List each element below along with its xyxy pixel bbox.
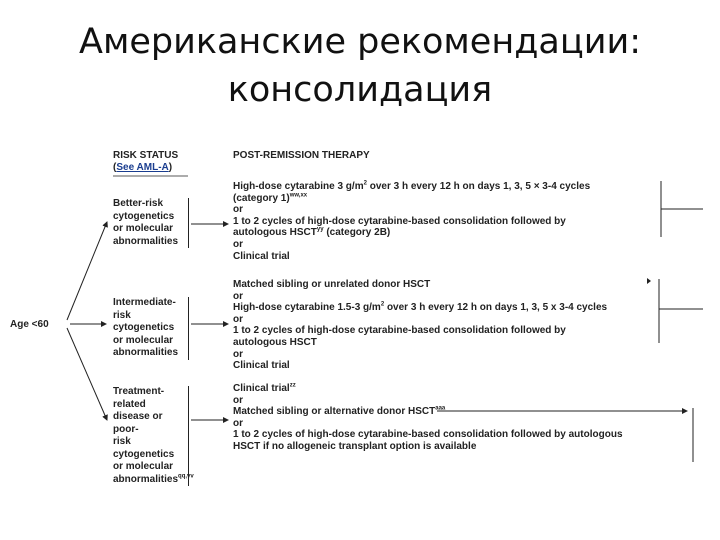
therapy-line [233, 429, 623, 441]
risk-line: Intermediate-risk [113, 297, 176, 321]
see-aml-a-note [113, 162, 172, 173]
therapy-line [233, 314, 607, 326]
therapy-text: or [233, 348, 243, 360]
footnote-ref: 2 [380, 301, 385, 308]
risk-line: abnormalities [113, 347, 179, 358]
arrow-to-better-risk [67, 222, 107, 320]
right-arrowhead-2 [647, 278, 651, 284]
footnote-ref: yy [316, 227, 324, 234]
therapy-text: High-dose cytarabine 1.5-3 g/m [233, 302, 381, 314]
therapy-text: over 3 h every 12 h on days 1, 3, 5 × 3-4 cycles [366, 181, 591, 192]
therapy-text: or [233, 204, 243, 216]
therapy-line [233, 383, 623, 395]
therapy-text: Matched sibling or unrelated donor HSCT [233, 279, 431, 290]
therapy-text: autologous HSCT [233, 336, 317, 348]
risk-line: risk cytogenetics [113, 436, 175, 460]
risk-line: or molecular [113, 461, 174, 472]
therapy-line [233, 291, 607, 303]
therapy-text: or [233, 417, 243, 429]
title-line-2: консолидация [227, 70, 493, 110]
footnote-ref: qq,vv [178, 473, 194, 480]
therapy-text: or [233, 290, 243, 302]
therapy-line [233, 406, 623, 418]
therapy-text: Clinical trial [233, 250, 290, 262]
see-suffix: ) [168, 162, 173, 173]
therapy-text: or [233, 394, 243, 406]
footnote-ref: zz [289, 382, 296, 389]
therapy-text: High-dose cytarabine 3 g/m [233, 181, 364, 192]
therapy-better [233, 181, 590, 262]
risk-line: disease or poor- [113, 411, 163, 435]
therapy-text: 1 to 2 cycles of high-dose cytarabine-based consolidation followed by [233, 215, 566, 227]
risk-line: abnormalities [113, 235, 179, 247]
title-line-1: Американские рекомендации: [79, 22, 641, 62]
risk-better [113, 198, 189, 248]
therapy-text: Clinical trial [233, 383, 290, 394]
therapy-text: 1 to 2 cycles of high-dose cytarabine-based consolidation followed by [233, 325, 566, 337]
therapy-text: or [233, 313, 243, 325]
therapy-line [233, 239, 590, 251]
post-remission-header: POST-REMISSION THERAPY [233, 150, 370, 161]
therapy-line [233, 337, 607, 349]
therapy-text: (category 2B) [323, 227, 391, 239]
therapy-line [233, 251, 590, 263]
risk-line [113, 473, 194, 487]
risk-line: cytogenetics [113, 210, 175, 222]
therapy-line [233, 193, 590, 205]
arrow-to-poor-risk [67, 328, 107, 420]
footnote-ref: 2 [363, 180, 367, 187]
risk-intermediate [113, 297, 189, 360]
therapy-line [233, 441, 623, 453]
therapy-text: Clinical trial [233, 360, 290, 372]
footnote-ref: ww,xx [289, 192, 308, 199]
therapy-line [233, 227, 590, 239]
risk-line: Better-risk [113, 198, 164, 209]
therapy-text: Matched sibling or alternative donor HSCT [233, 406, 436, 418]
therapy-poor [233, 383, 623, 453]
risk-line: Treatment-related [113, 386, 165, 410]
risk-line: or molecular [113, 223, 174, 234]
therapy-line [233, 181, 590, 193]
therapy-line [233, 204, 590, 216]
therapy-text: 1 to 2 cycles of high-dose cytarabine-based consolidation followed by autologous [233, 429, 623, 441]
risk-poor [113, 386, 194, 486]
therapy-line [233, 360, 607, 372]
therapy-line [233, 349, 607, 361]
age-label: Age <60 [10, 319, 49, 330]
therapy-text: autologous HSCT [233, 227, 317, 239]
risk-line: or molecular [113, 334, 174, 346]
therapy-intermediate [233, 279, 607, 372]
therapy-text: or [233, 238, 243, 250]
therapy-text: over 3 h every 12 h on days 1, 3, 5 x 3-4 cycles [384, 302, 608, 314]
therapy-text: HSCT if no allogeneic transplant option is available [233, 440, 477, 452]
therapy-line [233, 325, 607, 337]
footnote-ref: aaa [435, 405, 446, 412]
risk-line: cytogenetics [113, 322, 175, 333]
therapy-line [233, 302, 607, 314]
therapy-line [233, 279, 607, 291]
therapy-text: abnormalities [113, 473, 179, 485]
therapy-line [233, 216, 590, 228]
therapy-line [233, 395, 623, 407]
therapy-text: (category 1) [233, 192, 290, 204]
risk-status-header: RISK STATUS [113, 150, 179, 161]
see-aml-a-link[interactable]: See AML-A [116, 162, 169, 173]
therapy-line [233, 418, 623, 430]
see-prefix: ( [113, 162, 117, 173]
